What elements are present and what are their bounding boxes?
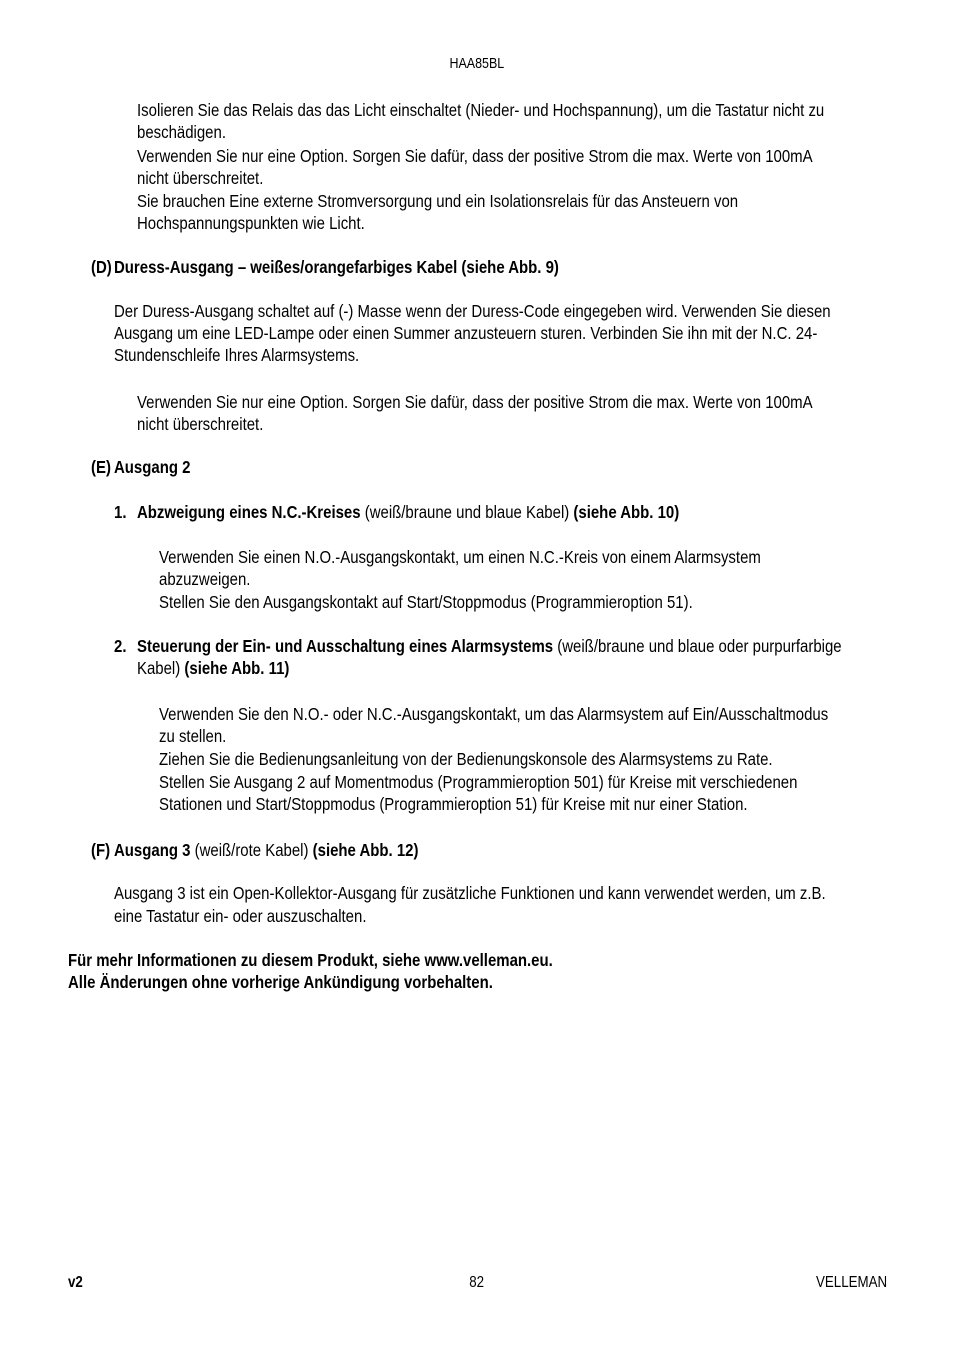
item-2-number: 2. xyxy=(114,636,127,656)
page-header xyxy=(0,56,954,72)
item-1-body-line-1: Verwenden Sie einen N.O.-Ausgangskontakt, um einen N.C.-Kreis von einem Alarmsystem xyxy=(159,547,761,567)
section-f-body-line-2: eine Tastatur ein- oder auszuschalten. xyxy=(114,906,367,926)
closing-disclaimer-line: Alle Änderungen ohne vorherige Ankündigung vorbehalten. xyxy=(68,972,493,992)
top-line-5: Sie brauchen Eine externe Stromversorgung und ein Isolationsrelais für das Ansteuern von xyxy=(137,191,739,211)
footer-version: v2 xyxy=(68,1274,83,1291)
item-2-body-line-1: Verwenden Sie den N.O.- oder N.C.-Ausgangskontakt, um das Alarmsystem auf Ein/Ausschaltmodus xyxy=(159,704,829,724)
section-d-para1-line-2: Ausgang um eine LED-Lampe oder einen Summer anzusteuern sturen. Verbinden Sie ihn mit der N.C. 24- xyxy=(114,323,818,343)
section-e-label: (E) xyxy=(91,457,111,477)
item-2-body-line-5: Stationen und Start/Stoppmodus (Programmieroption 51) für Kreise mit nur einer Station. xyxy=(159,794,748,814)
closing-info-line: Für mehr Informationen zu diesem Produkt, siehe www.velleman.eu. xyxy=(68,950,553,970)
section-d-heading: Duress-Ausgang – weißes/orangefarbiges Kabel (siehe Abb. 9) xyxy=(114,257,559,277)
section-d-para1-line-3: Stundenschleife Ihres Alarmsystems. xyxy=(114,345,360,365)
section-f-label: (F) xyxy=(91,840,111,860)
item-1-heading: Abzweigung eines N.C.-Kreises (weiß/braune und blaue Kabel) (siehe Abb. 10) xyxy=(137,502,680,522)
section-d-label: (D) xyxy=(91,257,112,277)
section-d-para1-line-1: Der Duress-Ausgang schaltet auf (-) Masse wenn der Duress-Code eingegeben wird. Verwenden Sie diesen xyxy=(114,301,831,321)
item-1-number: 1. xyxy=(114,502,127,522)
top-line-3: Verwenden Sie nur eine Option. Sorgen Sie dafür, dass der positive Strom die max. Werte von 100mA xyxy=(137,146,813,166)
item-1-body-line-3: Stellen Sie den Ausgangskontakt auf Start/Stoppmodus (Programmieroption 51). xyxy=(159,592,693,612)
section-d-para2-line-2: nicht überschreitet. xyxy=(137,414,264,434)
item-1-body-line-2: abzuzweigen. xyxy=(159,569,251,589)
section-d-para2-line-1: Verwenden Sie nur eine Option. Sorgen Sie dafür, dass der positive Strom die max. Werte von 100mA xyxy=(137,392,813,412)
top-line-2: beschädigen. xyxy=(137,122,226,142)
section-f-body-line-1: Ausgang 3 ist ein Open-Kollektor-Ausgang für zusätzliche Funktionen und kann verwendet werden, um z.B. xyxy=(114,883,826,903)
item-2-body-line-2: zu stellen. xyxy=(159,726,227,746)
footer-page-number: 82 xyxy=(469,1274,485,1291)
footer-brand: VELLEMAN xyxy=(816,1274,888,1291)
item-2-heading: Steuerung der Ein- und Ausschaltung eines Alarmsystems (weiß/braune und blaue oder purpurfarbige xyxy=(137,636,842,656)
header-model: HAA85BL xyxy=(449,56,505,72)
top-line-1: Isolieren Sie das Relais das das Licht einschaltet (Nieder- und Hochspannung), um die Tastatur nicht zu xyxy=(137,100,825,120)
section-e-heading: Ausgang 2 xyxy=(114,457,191,477)
item-2-heading-line-2: Kabel) (siehe Abb. 11) xyxy=(137,658,290,678)
section-f-heading: Ausgang 3 (weiß/rote Kabel) (siehe Abb. 12) xyxy=(114,840,419,860)
top-line-4: nicht überschreitet. xyxy=(137,168,264,188)
item-2-body-line-3: Ziehen Sie die Bedienungsanleitung von der Bedienungskonsole des Alarmsystems zu Rate. xyxy=(159,749,773,769)
top-line-6: Hochspannungspunkten wie Licht. xyxy=(137,213,365,233)
item-2-body-line-4: Stellen Sie Ausgang 2 auf Momentmodus (Programmieroption 501) für Kreise mit verschiedenen xyxy=(159,772,798,792)
